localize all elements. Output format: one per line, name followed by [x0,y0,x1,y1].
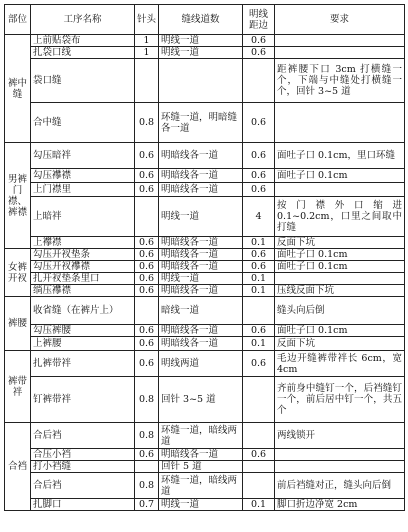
table-row [5,377,405,423]
margin-value [243,473,275,499]
process-name: 勾压襻襟 [31,169,135,183]
header-require: 要求 [275,5,405,35]
requirement-text: 面吐子口 0.1cm [275,261,405,273]
header-row [5,5,405,35]
stitch-value: 0.8 [135,473,159,499]
process-name: 合后裆 [31,473,135,499]
process-name: 绱压襻襟 [31,285,135,297]
method-value: 明线一道 [159,273,243,285]
table-row [5,337,405,351]
stitch-value: 0.8 [135,423,159,449]
requirement-text: 距裤腰下口 3cm 打横缝一个，下端与中缝处打横缝一个，回针 3~5 道 [275,59,405,103]
method-value: 明线一道 [159,499,243,511]
requirement-text: 齐前身中缝钉一个，后裆缝钉一个，前后居中钉一个，共五个 [275,377,405,423]
stitch-value: 0.6 [135,261,159,273]
section-label: 裤中缝 [5,35,31,143]
process-name: 扎裤带袢 [31,351,135,377]
table-row [5,351,405,377]
stitch-value: 0.6 [135,249,159,261]
requirement-text: 反面下坑 [275,337,405,351]
process-name: 扎脚口 [31,499,135,511]
method-value: 明线一道 [159,35,243,47]
requirement-text: 反面下坑 [275,237,405,249]
method-value: 明暗线各一道 [159,285,243,297]
table-row [5,35,405,47]
margin-value: 0.6 [243,169,275,183]
header-stitch: 针头 [135,5,159,35]
method-value: 回针 3~5 道 [159,377,243,423]
stitch-value: 0.6 [135,273,159,285]
method-value: 明暗线各一道 [159,261,243,273]
process-name: 合压小裆 [31,449,135,461]
requirement-text [275,35,405,47]
margin-value: 0.6 [243,35,275,47]
stitch-value: 0.8 [135,103,159,143]
stitch-value [135,59,159,103]
margin-value: 0.6 [243,183,275,197]
table-row [5,461,405,473]
margin-value: 0.1 [243,273,275,285]
stitch-value: 0.6 [135,169,159,183]
margin-value: 0.6 [243,351,275,377]
process-name: 勾压裤腰 [31,325,135,337]
table-row [5,273,405,285]
section-label: 男裤门襟、裤襟 [5,143,31,249]
requirement-text: 压线反面下坑 [275,285,405,297]
requirement-text: 按门襟外口缩进 0.1~0.2cm，口里之间取中打缝 [275,197,405,237]
process-name: 合后裆 [31,423,135,449]
table-row [5,423,405,449]
stitch-value [135,197,159,237]
table-row [5,499,405,511]
requirement-text: 缝头向后倒 [275,297,405,325]
requirement-text: 面吐子口 0.1cm [275,169,405,183]
requirement-text: 毛边开缝裤带袢长 6cm，宽 4cm [275,351,405,377]
section-label: 女裤开衩 [5,249,31,297]
method-value: 环缝一道，明暗缝各一道 [159,103,243,143]
stitch-value: 0.6 [135,325,159,337]
process-name: 扎开衩垫条里口 [31,273,135,285]
table-row [5,183,405,197]
method-value: 明线两道 [159,351,243,377]
process-name: 上裤腰 [31,337,135,351]
process-name: 勾压开衩垫条 [31,249,135,261]
process-name: 收省缝（在裤片上） [31,297,135,325]
table-row [5,237,405,249]
method-value: 明暗线各一道 [159,237,243,249]
process-name: 勾压暗袢 [31,143,135,169]
stitch-value: 0.6 [135,285,159,297]
method-value: 明暗线各一道 [159,183,243,197]
method-value: 环缝一道，暗线两道 [159,423,243,449]
table-row [5,285,405,297]
requirement-text [275,273,405,285]
requirement-text: 脚口折边净宽 2cm [275,499,405,511]
margin-value [243,377,275,423]
table-row [5,325,405,337]
section-label: 裤腰 [5,297,31,351]
process-name: 上前贴袋布 [31,35,135,47]
process-name: 扎袋口线 [31,47,135,59]
margin-value: 4 [243,197,275,237]
requirement-text [275,183,405,197]
section-label: 裤带袢 [5,351,31,423]
margin-value [243,297,275,325]
method-value: 明暗线各一道 [159,449,243,461]
method-value: 明线一道 [159,47,243,59]
stitch-value: 1 [135,47,159,59]
margin-value: 0.6 [243,47,275,59]
table-row [5,473,405,499]
method-value [159,59,243,103]
method-value: 明暗线各一道 [159,169,243,183]
process-table [4,4,405,511]
stitch-value: 0.6 [135,143,159,169]
method-value: 明暗线各一道 [159,337,243,351]
margin-value: 0.6 [243,325,275,337]
method-value: 暗线一道 [159,297,243,325]
requirement-text: 前后裆缝对正，缝头向后倒 [275,473,405,499]
table-row [5,103,405,143]
stitch-value: 0.6 [135,237,159,249]
process-name: 上襻襟 [31,237,135,249]
process-name: 合中缝 [31,103,135,143]
method-value: 明暗线各一道 [159,325,243,337]
margin-value: 0.1 [243,337,275,351]
margin-value: 0.6 [243,143,275,169]
margin-value: 0.1 [243,499,275,511]
section-label: 合裆 [5,423,31,511]
method-value: 明线一道 [159,197,243,237]
margin-value [243,423,275,449]
table-row [5,197,405,237]
stitch-value: 0.7 [135,499,159,511]
method-value: 回针 5 道 [159,461,243,473]
table-row [5,47,405,59]
process-name: 上暗袢 [31,197,135,237]
stitch-value: 0.6 [135,183,159,197]
margin-value [243,59,275,103]
process-name: 上门襟里 [31,183,135,197]
table-row [5,59,405,103]
stitch-value [135,297,159,325]
process-name: 钉裤带袢 [31,377,135,423]
header-margin: 明线距边 [243,5,275,35]
requirement-text [275,103,405,143]
requirement-text: 面吐子口 0.1cm [275,249,405,261]
process-name: 袋口缝 [31,59,135,103]
margin-value: 0.6 [243,249,275,261]
header-method: 缝线道数 [159,5,243,35]
header-part: 部位 [5,5,31,35]
margin-value: 0.6 [243,261,275,273]
stitch-value [135,461,159,473]
stitch-value: 0.6 [135,351,159,377]
table-row [5,169,405,183]
method-value: 明暗线各一道 [159,143,243,169]
requirement-text: 两线锁开 [275,423,405,449]
stitch-value: 0.6 [135,337,159,351]
margin-value: 0.1 [243,237,275,249]
margin-value [243,461,275,473]
requirement-text [275,461,405,473]
requirement-text: 面吐子口 0.1cm [275,325,405,337]
process-name: 勾压开衩襻襟 [31,261,135,273]
margin-value: 0.6 [243,103,275,143]
requirement-text: 面吐子口 0.1cm，里口环缝 [275,143,405,169]
table-row [5,143,405,169]
stitch-value: 1 [135,35,159,47]
method-value: 明暗线各一道 [159,249,243,261]
requirement-text [275,449,405,461]
stitch-value: 0.6 [135,449,159,461]
table-row [5,249,405,261]
margin-value: 0.1 [243,285,275,297]
table-row [5,261,405,273]
requirement-text [275,47,405,59]
method-value: 环缝一道，暗线两道 [159,473,243,499]
margin-value: 0.6 [243,449,275,461]
header-process: 工序名称 [31,5,135,35]
table-row [5,449,405,461]
process-name: 打小裆缝 [31,461,135,473]
table-row [5,297,405,325]
stitch-value: 0.8 [135,377,159,423]
